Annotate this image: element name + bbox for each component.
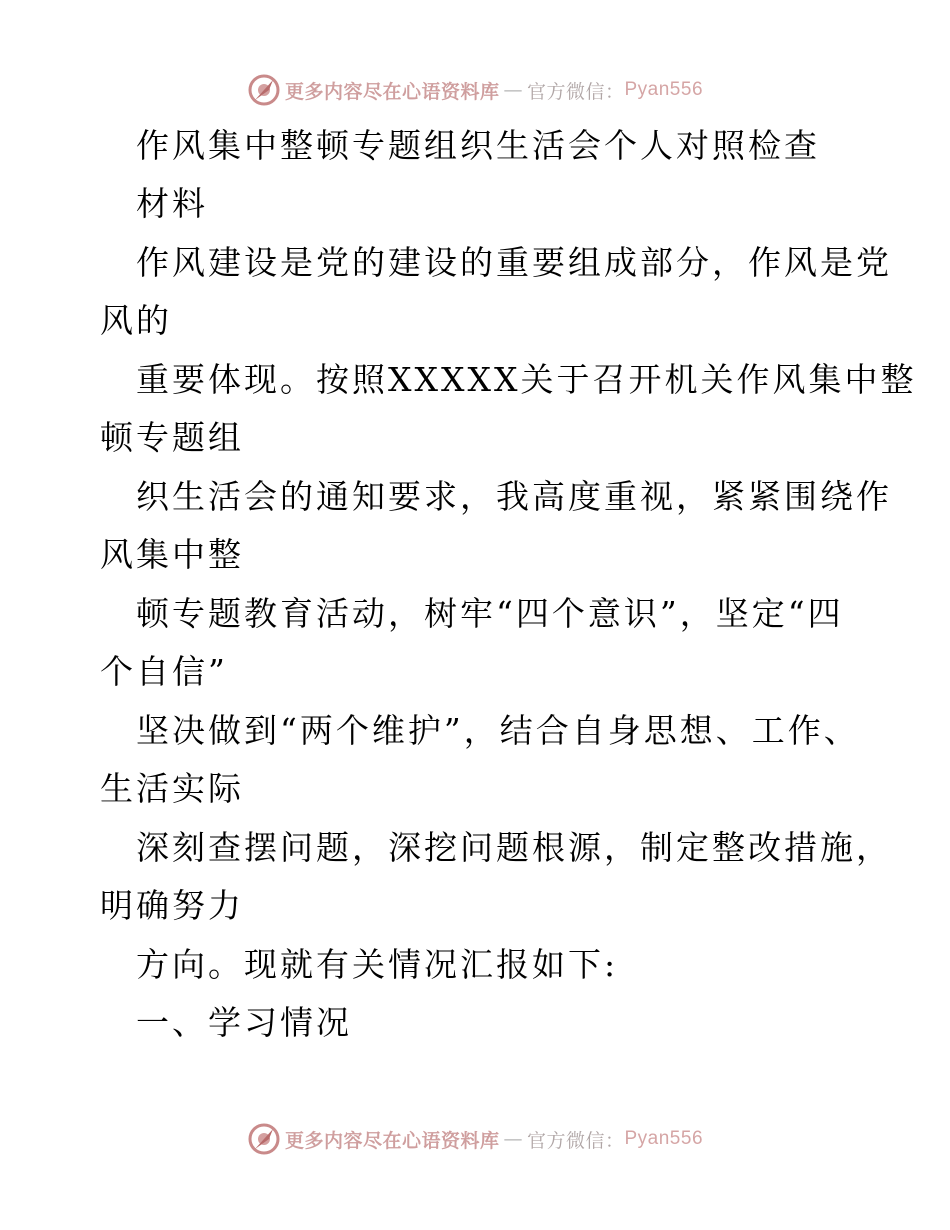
section-heading: 一、学习情况	[136, 1003, 352, 1042]
header-watermark	[0, 70, 950, 110]
watermark-sub-text: 官方微信：	[526, 80, 625, 103]
body-line: 方向。现就有关情况汇报如下:	[136, 945, 619, 984]
body-line: 生活实际	[100, 769, 244, 808]
body-line: 织生活会的通知要求，我高度重视，紧紧围绕作	[136, 477, 892, 516]
watermark-sub-text: 官方微信：	[526, 1129, 625, 1152]
watermark-separator: —	[503, 79, 523, 101]
body-line: 顿专题教育活动，树牢“四个意识”，坚定“四	[136, 594, 844, 633]
watermark-main-text: 更多内容尽在心语资料库	[284, 1129, 500, 1152]
body-line: 风集中整	[100, 535, 244, 574]
footer-watermark	[0, 1119, 950, 1159]
watermark-separator: —	[503, 1128, 523, 1150]
body-line: 重要体现。按照XXXXX关于召开机关作风集中整	[136, 360, 917, 399]
watermark-id: Pyan556	[624, 79, 704, 100]
body-line: 风的	[100, 301, 172, 340]
title-line-1: 作风集中整顿专题组织生活会个人对照检查	[136, 126, 820, 165]
body-line: 坚决做到“两个维护”，结合自身思想、工作、	[136, 711, 860, 750]
watermark-id: Pyan556	[624, 1128, 704, 1149]
quill-logo-icon	[247, 73, 281, 107]
title-line-2: 材料	[136, 184, 208, 223]
quill-logo-icon	[247, 1122, 281, 1156]
body-line: 深刻查摆问题，深挖问题根源，制定整改措施，	[136, 828, 892, 867]
body-line: 个自信”	[100, 652, 228, 691]
watermark-main-text: 更多内容尽在心语资料库	[284, 80, 500, 103]
body-line: 明确努力	[100, 886, 244, 925]
body-line: 顿专题组	[100, 418, 244, 457]
body-line: 作风建设是党的建设的重要组成部分，作风是党	[136, 243, 892, 282]
